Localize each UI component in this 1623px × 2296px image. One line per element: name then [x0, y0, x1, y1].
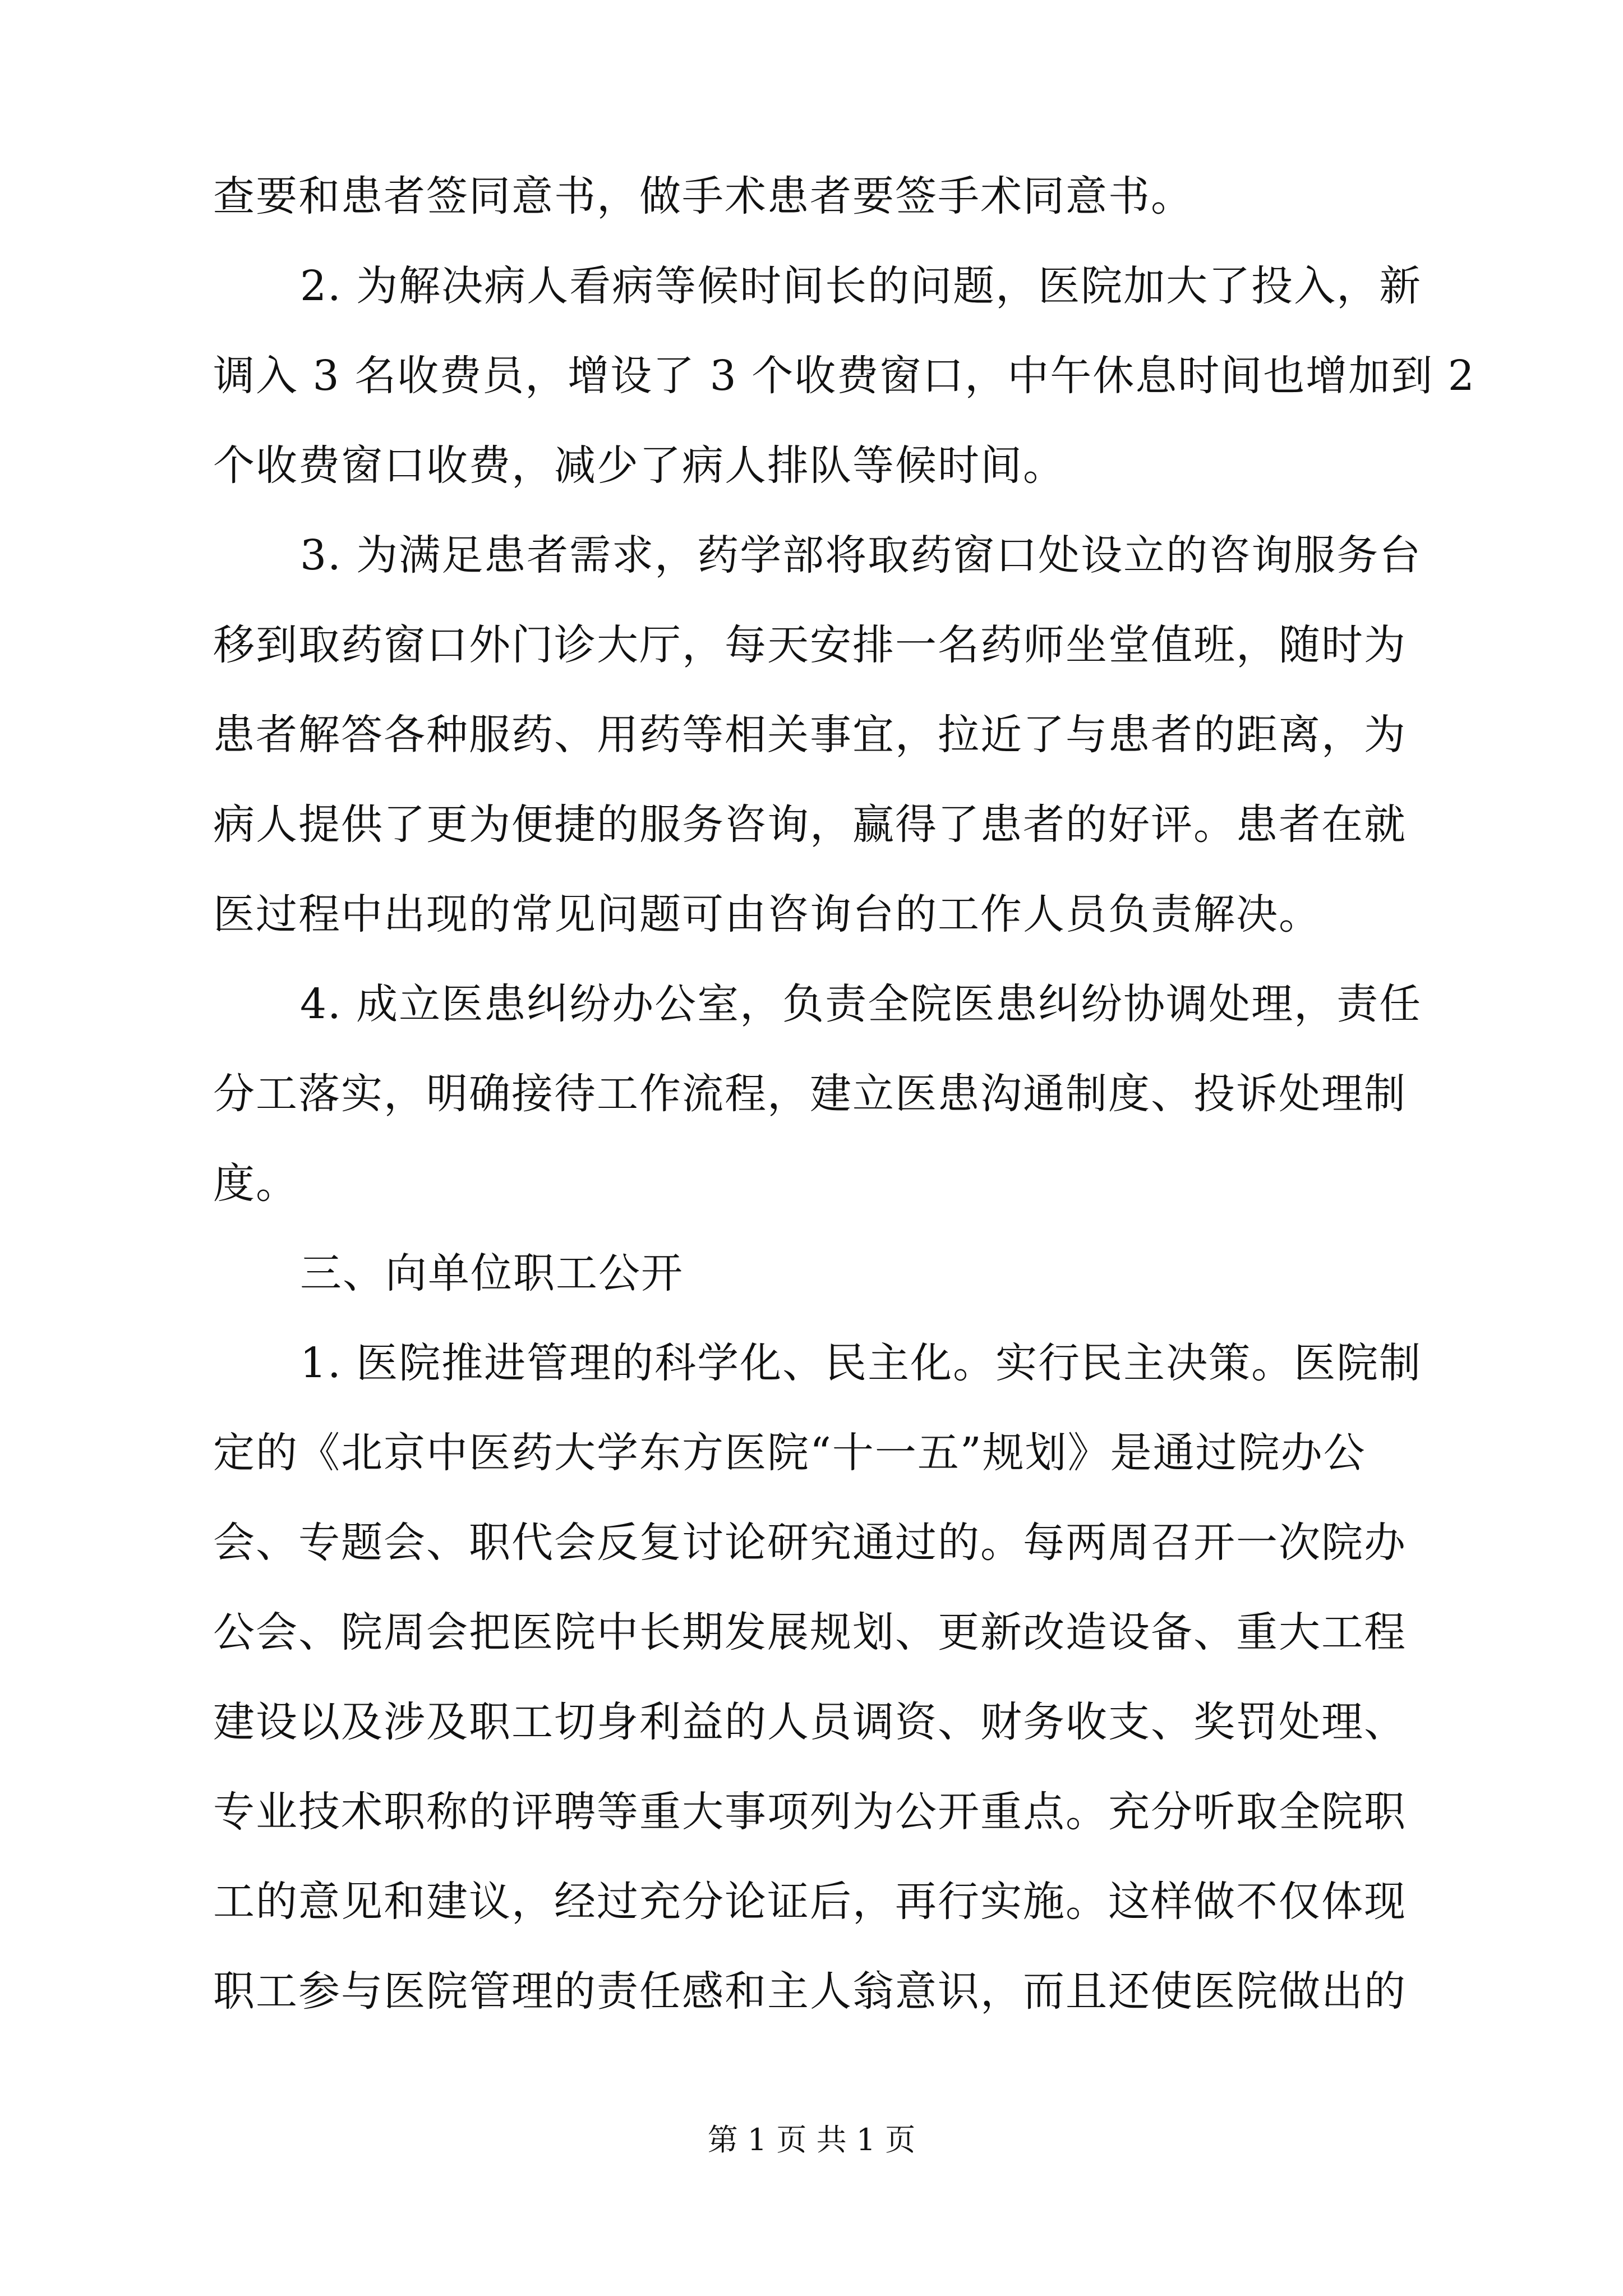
text-line: 工的意见和建议，经过充分论证后，再行实施。这样做不仅体现 — [213, 1878, 1407, 1926]
text-line: 调入 3 名收费员，增设了 3 个收费窗口，中午休息时间也增加到 2 — [213, 352, 1476, 400]
section-heading: 三、向单位职工公开 — [300, 1249, 684, 1297]
text-line: 会、专题会、职代会反复讨论研究通过的。每两周召开一次院办 — [213, 1519, 1407, 1567]
text-line: 病人提供了更为便捷的服务咨询，赢得了患者的好评。患者在就 — [213, 800, 1407, 849]
text-line: 分工落实，明确接待工作流程，建立医患沟通制度、投诉处理制 — [213, 1070, 1407, 1118]
text-line: 查要和患者签同意书，做手术患者要签手术同意书。 — [213, 172, 1193, 220]
text-line: 建设以及涉及职工切身利益的人员调资、财务收支、奖罚处理、 — [213, 1698, 1407, 1746]
text-line: 4. 成立医患纠纷办公室，负责全院医患纠纷协调处理，责任 — [300, 980, 1422, 1028]
text-line: 专业技术职称的评聘等重大事项列为公开重点。充分听取全院职 — [213, 1788, 1407, 1836]
text-line: 1. 医院推进管理的科学化、民主化。实行民主决策。医院制 — [300, 1339, 1422, 1387]
text-line: 3. 为满足患者需求，药学部将取药窗口处设立的咨询服务台 — [300, 531, 1422, 579]
text-line: 医过程中出现的常见问题可由咨询台的工作人员负责解决。 — [213, 890, 1321, 938]
page-number-footer: 第 1 页 共 1 页 — [707, 2122, 916, 2157]
text-line: 职工参与医院管理的责任感和主人翁意识，而且还使医院做出的 — [213, 1967, 1407, 2016]
text-line: 移到取药窗口外门诊大厅，每天安排一名药师坐堂值班，随时为 — [213, 621, 1407, 669]
text-line: 度。 — [213, 1159, 298, 1208]
text-line: 公会、院周会把医院中长期发展规划、更新改造设备、重大工程 — [213, 1608, 1407, 1657]
text-line: 2. 为解决病人看病等候时间长的问题，医院加大了投入，新 — [300, 262, 1422, 310]
text-line: 个收费窗口收费，减少了病人排队等候时间。 — [213, 441, 1066, 490]
text-line: 定的《北京中医药大学东方医院“十一五”规划》是通过院办公 — [213, 1429, 1366, 1477]
text-line: 患者解答各种服药、用药等相关事宜，拉近了与患者的距离，为 — [213, 711, 1407, 759]
